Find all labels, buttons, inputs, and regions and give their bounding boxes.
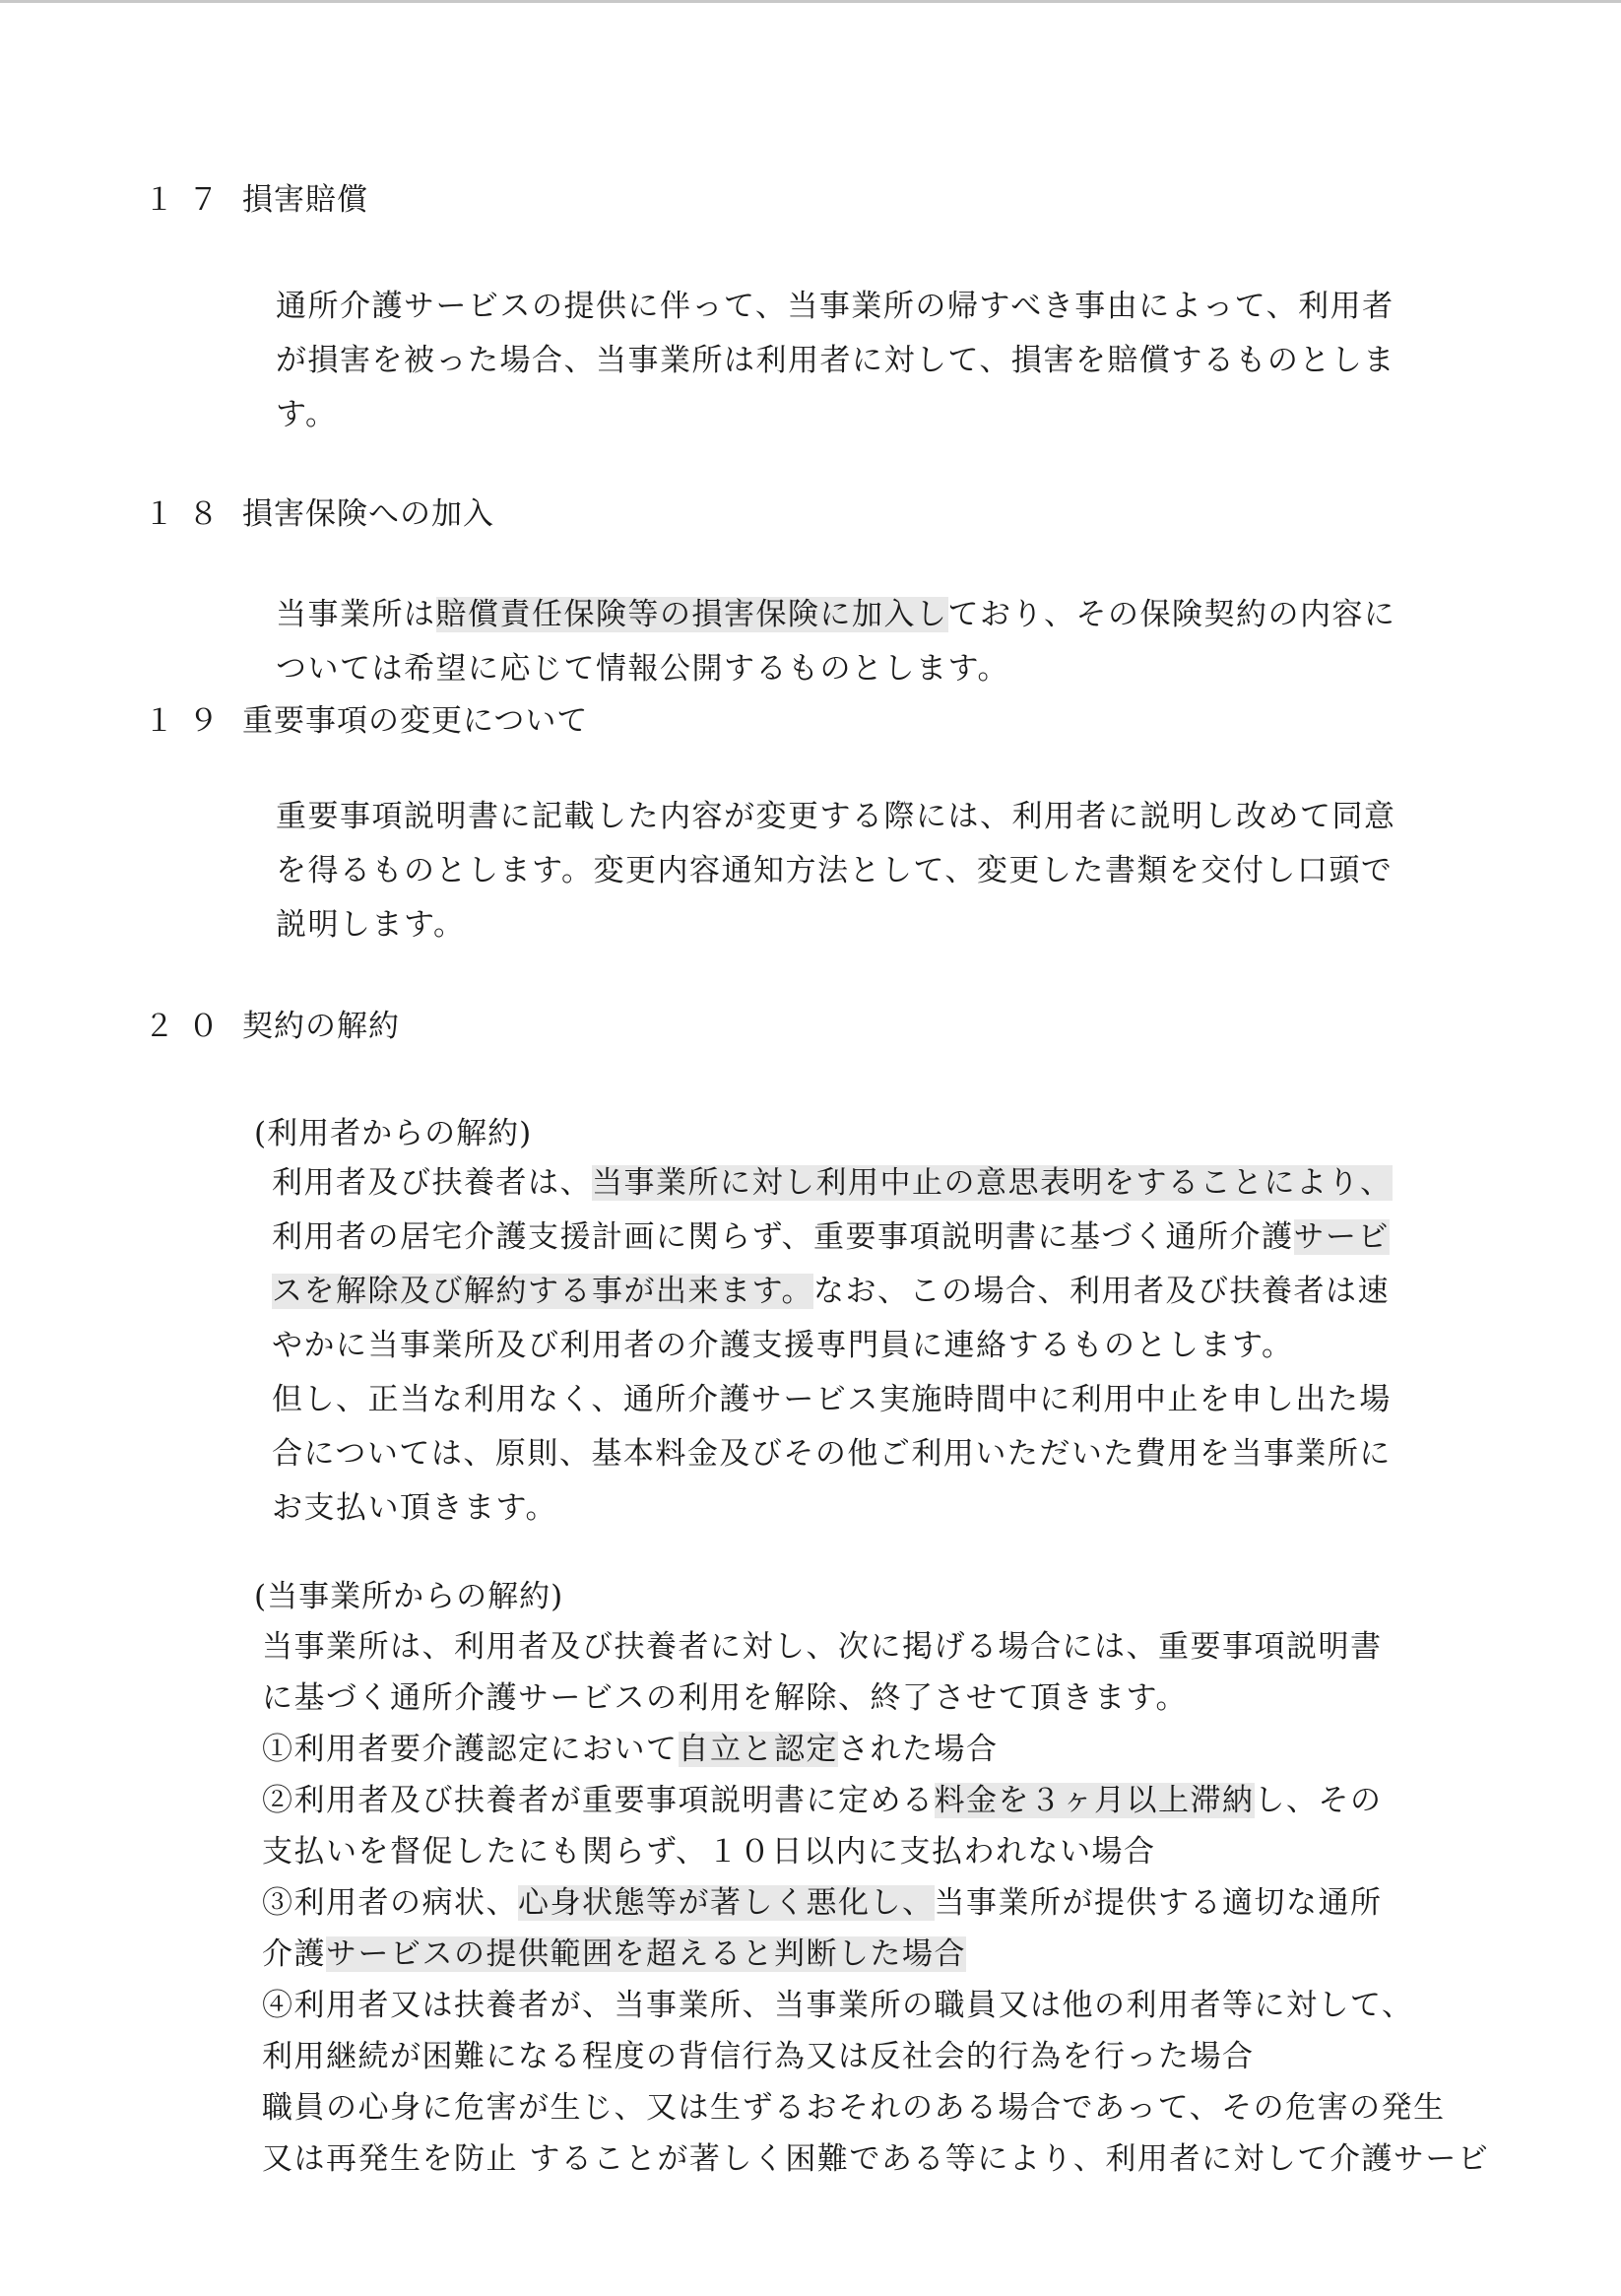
text-run: なお、この場合、利用者及び扶養者は速 [813,1274,1391,1309]
list-item [262,1775,1489,1826]
section-18-body [276,588,1396,696]
provider-termination-subtitle: (当事業所からの解約) [254,1579,564,1614]
text-run: 当事業所は [276,597,436,632]
text-run: ており、その保険契約の内容に [947,597,1396,632]
paragraph-line [276,588,1396,642]
text-run: 介護 [262,1936,326,1972]
section-title: 損害保険への加入 [242,496,494,532]
paragraph-line: 職員の心身に危害が生じ、又は生ずるおそれのある場合であって、その危害の発生 [262,2090,1446,2126]
paragraph-line: に基づく通所介護サービスの利用を解除、終了させて頂きます。 [262,1680,1189,1716]
user-termination-subtitle: (利用者からの解約) [254,1116,533,1151]
section-17-heading [144,180,368,220]
text-run: 利用者及び扶養者は、 [272,1165,592,1201]
paragraph-line: 説明します。 [276,907,466,943]
text-run: 当事業所が提供する適切な通所 [934,1885,1383,1921]
text-run: ②利用者及び扶養者が重要事項説明書に定める [262,1783,935,1818]
text-run: された場合 [838,1732,999,1767]
section-title: 契約の解約 [242,1009,400,1044]
paragraph-line: 但し、正当な利用なく、通所介護サービス実施時間中に利用中止を申し出た場 [272,1382,1392,1417]
text-run: 利用者の居宅介護支援計画に関らず、重要事項説明書に基づく通所介護 [272,1219,1294,1255]
section-19-body [276,790,1396,952]
paragraph-line [272,1265,1393,1319]
paragraph-line: やかに当事業所及び利用者の介護支援専門員に連絡するものとします。 [272,1328,1294,1363]
section-number: ２０ [144,1009,232,1044]
section-number: １７ [144,182,232,218]
section-17-body [276,280,1395,442]
paragraph-line [272,1211,1393,1265]
paragraph-line: 合については、原則、基本料金及びその他ご利用いただいた費用を当事業所に [272,1436,1392,1472]
section-18-heading [144,494,494,534]
list-item-continuation: 支払いを督促したにも関らず、１０日以内に支払われない場合 [262,1834,1156,1870]
list-item-continuation: 利用継続が困難になる程度の背信行為又は反社会的行為を行った場合 [262,2039,1255,2074]
highlighted-text: サービ [1293,1219,1391,1255]
highlighted-text: 賠償責任保険等の損害保険に加入し [435,597,948,632]
paragraph-line: 通所介護サービスの提供に伴って、当事業所の帰すべき事由によって、利用者 [276,289,1394,324]
paragraph-line: 当事業所は、利用者及び扶養者に対し、次に掲げる場合には、重要事項説明書 [262,1629,1383,1665]
page-top-edge [0,0,1621,3]
list-item [262,1724,1489,1775]
section-title: 損害賠償 [242,182,368,218]
list-item: ④利用者又は扶養者が、当事業所、当事業所の職員又は他の利用者等に対して、 [262,1988,1414,2023]
user-termination-body [272,1156,1393,1536]
section-title: 重要事項の変更について [242,703,589,739]
text-run: ③利用者の病状、 [262,1885,518,1921]
highlighted-text: 心身状態等が著しく悪化し、 [518,1885,935,1921]
paragraph-line: 重要事項説明書に記載した内容が変更する際には、利用者に説明し改めて同意 [276,799,1396,834]
paragraph-line: す。 [276,397,338,432]
highlighted-text: スを解除及び解約する事が出来ます。 [272,1274,814,1309]
highlighted-text: サービスの提供範囲を超えると判断した場合 [326,1936,966,1972]
paragraph-line: 又は再発生を防止 することが著しく困難である等により、利用者に対して介護サービ [262,2141,1490,2177]
list-item [262,1877,1489,1929]
paragraph-line [272,1156,1393,1211]
provider-termination-body [262,1621,1489,2185]
section-number: １８ [144,496,232,532]
paragraph-line: を得るものとします。変更内容通知方法として、変更した書類を交付し口頭で [276,853,1394,888]
text-run: し、その [1254,1783,1383,1818]
highlighted-text: 自立と認定 [678,1732,838,1767]
highlighted-text: 当事業所に対し利用中止の意思表明をすることにより、 [592,1165,1393,1201]
section-number: １９ [144,703,232,739]
text-run: ①利用者要介護認定において [262,1732,679,1767]
paragraph-line: お支払い頂きます。 [272,1490,558,1526]
highlighted-text: 料金を３ヶ月以上滞納 [934,1783,1255,1818]
section-20-heading [144,1007,400,1046]
paragraph-line: ついては希望に応じて情報公開するものとします。 [276,651,1010,687]
section-19-heading [144,701,588,741]
list-item-continuation [262,1929,1489,1980]
paragraph-line: が損害を被った場合、当事業所は利用者に対して、損害を賠償するものとしま [276,343,1395,378]
